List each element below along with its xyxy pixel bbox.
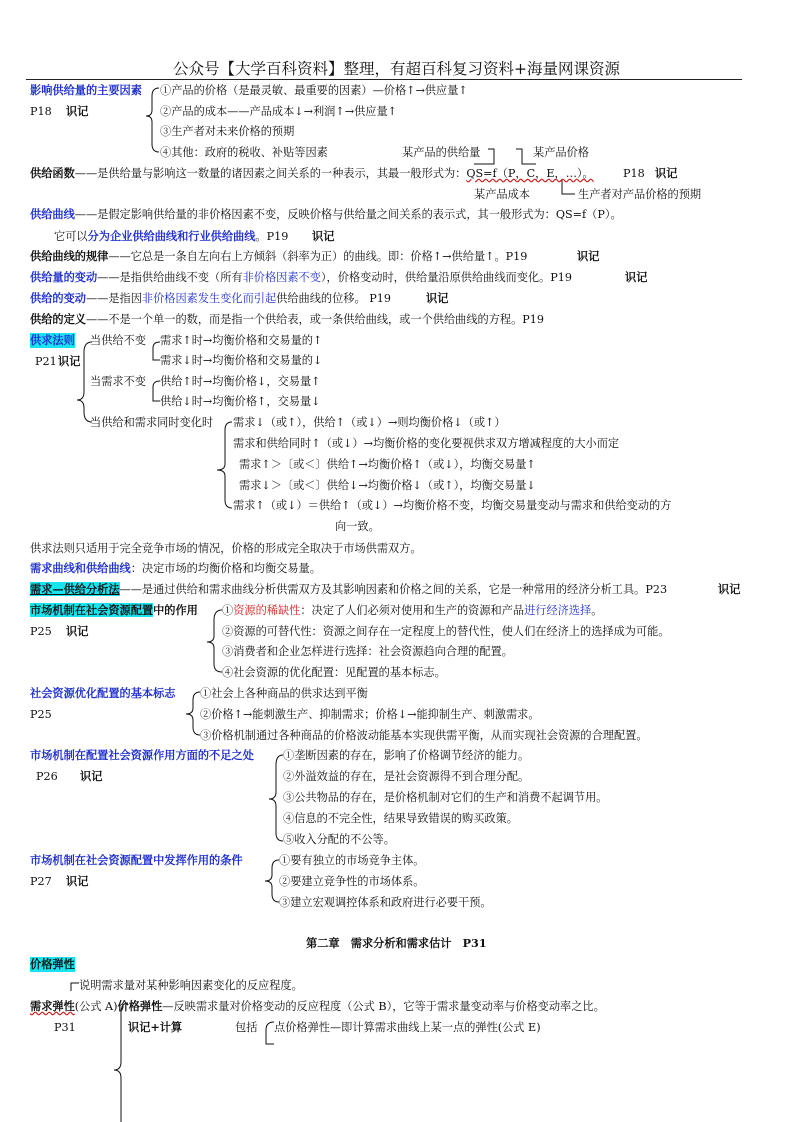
s1-item-4: ④其他：政府的税收、补贴等因素 — [160, 146, 328, 159]
s8-case-2b: 供给↓时→均衡价格↑，交易量↓ — [160, 395, 321, 408]
s12-item-2: ②价格↑→能刺激生产、抑制需求；价格↓→能抑制生产、刺激需求。 — [200, 708, 540, 721]
s1-item-2: ②产品的成本——产品成本↓→利润↑→供应量↑ — [160, 105, 398, 118]
s5-tc: ），价格变动时，供给量沿原供给曲线而变化。P19 — [320, 271, 573, 284]
s8-case-3a: 需求↓（或↑），供给↑（或↓）→则均衡价格↓（或↑） — [233, 416, 506, 429]
s13-item-5: ⑤收入分配的不公等。 — [283, 833, 395, 846]
s1-title: 影响供给量的主要因素 — [30, 83, 142, 97]
s11-item-2: ②资源的可替代性：资源之间存在一定程度上的替代性，使人们在经济上的选择成为可能。 — [222, 625, 670, 638]
s5-tag: 识记 — [625, 270, 648, 284]
s11-i1e: 。 — [591, 604, 603, 617]
s13-title: 市场机制在配置社会资源作用方面的不足之处 — [30, 748, 254, 762]
s15-price-elasticity-desc: —反映需求量对价格变动的反应程度（公式 B），它等于需求量变动率与价格变动率之比。 — [162, 1000, 605, 1013]
s15-demand-elasticity: 需求弹性 — [30, 999, 75, 1013]
s8-case-3f: 向一致。 — [335, 520, 380, 533]
s3-text: ——是假定影响供给量的非价格因素不变，反映价格与供给量之间关系的表示式，其一般形式为：QS=f（P）。 — [74, 208, 622, 221]
s11-ref: P25 — [30, 625, 52, 638]
s1-page-ref: P18 — [30, 105, 52, 118]
s14-item-2: ②要建立竞争性的市场体系。 — [279, 875, 425, 888]
chapter-2-title: 第二章 需求分析和需求估计 P31 — [306, 936, 487, 950]
s8-case-1: 当供给不变 — [90, 334, 146, 347]
s8-case-3e: 需求↑（或↓）＝供给↑（或↓）→均衡价格不变，均衡交易量变动与需求和供给变动的方 — [233, 499, 672, 512]
s15-price-elasticity: 价格弹性 — [117, 999, 163, 1013]
s1-tag: 识记 — [66, 104, 89, 118]
s9-line — [30, 561, 321, 576]
s5-title: 供给量的变动 — [30, 270, 98, 284]
s11-title: 市场机制在社会资源配置 — [30, 603, 154, 617]
s14-ref: P27 — [30, 875, 52, 888]
s15-title: 价格弹性 — [30, 957, 75, 971]
s6-tc: 供给曲线的位移。 P19 — [276, 292, 391, 305]
s8-tag: 识记 — [58, 354, 81, 368]
s13-item-4: ④信息的不完全性，结果导致错误的购买政策。 — [283, 812, 518, 825]
s3-l2a: 它可以 — [54, 230, 88, 243]
s4-title: 供给曲线的规律 — [30, 249, 109, 263]
s12-item-3: ③价格机制通过各种商品的价格波动能基本实现供需平衡，从而实现社会资源的合理配置。 — [200, 729, 648, 742]
s2-tag: 识记 — [655, 166, 678, 180]
s2-ref: P18 — [623, 167, 645, 180]
s15-includes: 包括 — [235, 1021, 258, 1034]
s5-line — [30, 270, 572, 285]
s4-tag: 识记 — [577, 249, 600, 263]
s6-line — [30, 291, 391, 306]
s1-item-1: ①产品的价格（是最灵敏、最重要的因素）—价格↑→供应量↑ — [160, 84, 468, 97]
s11-title-line — [30, 603, 198, 618]
s7-line — [30, 312, 544, 327]
s11-i1d: 进行经济选择 — [524, 604, 592, 617]
s8-ref: P21 — [35, 355, 57, 368]
s3-line — [30, 207, 622, 222]
s11-i1b: 资源的稀缺性 — [233, 604, 301, 617]
s2-diagram-expectation: 生产者对产品价格的预期 — [578, 188, 702, 201]
s11-item-3: ③消费者和企业怎样进行选择：社会资源趋向合理的配置。 — [222, 645, 513, 658]
s7-text: ——不是一个单一的数，而是指一个供给表，或一条供给曲线，或一个供给曲线的方程。P19 — [85, 313, 545, 326]
s8-case-3b: 需求和供给同时↑（或↓）→均衡价格的变化要视供求双方增减程度的大小而定 — [233, 437, 620, 450]
s11-title-2: 中的作用 — [153, 603, 198, 617]
s11-tag: 识记 — [66, 624, 89, 638]
s6-tb: 非价格因素发生变化而引起 — [141, 292, 277, 305]
s1-diagram-supply-qty: 某产品的供给量 — [402, 146, 481, 159]
s2-title: 供给函数 — [30, 166, 75, 180]
s11-item-4: ④社会资源的优化配置：见配置的基本标志。 — [222, 666, 446, 679]
s15-point-elasticity: 点价格弹性—即计算需求曲线上某一点的弹性(公式 E) — [274, 1021, 541, 1034]
s6-tag: 识记 — [426, 291, 449, 305]
s15-tag: 识记+计算 — [128, 1020, 183, 1034]
s8-case-3c: 需求↑＞〔或＜〕供给↑→均衡价格↑（或↓），均衡交易量↑ — [239, 458, 536, 471]
s3-tag: 识记 — [312, 229, 335, 243]
s3-line2 — [54, 229, 288, 244]
s5-tb: 非价格因素不变 — [242, 271, 321, 284]
s1-item-3: ③生产者对未来价格的预期 — [160, 125, 295, 138]
s13-tag: 识记 — [80, 769, 103, 783]
s15-formula-a: (公式 A) — [74, 1000, 118, 1013]
s2-diagram-cost: 某产品成本 — [474, 188, 530, 201]
s13-item-3: ③公共物品的存在，是价格机制对它们的生产和消费不起调节用。 — [283, 791, 608, 804]
s11-i1a: ① — [222, 604, 234, 617]
s14-title: 市场机制在社会资源配置中发挥作用的条件 — [30, 853, 243, 867]
s12-ref: P25 — [30, 708, 52, 721]
s7-title: 供给的定义 — [30, 312, 86, 326]
s3-title: 供给曲线 — [30, 207, 75, 221]
s10-text: ——是通过供给和需求曲线分析供需双方及其影响因素和价格之间的关系，它是一种常用的经济分析工具。P23 — [119, 583, 668, 596]
s8-note: 供求法则只适用于完全竞争市场的情况，价格的形成完全取决于市场供需双方。 — [30, 542, 422, 555]
s4-line — [30, 249, 527, 264]
s8-case-1a: 需求↑时→均衡价格和交易量的↑ — [160, 334, 323, 347]
s14-tag: 识记 — [66, 874, 89, 888]
s2-line — [30, 166, 594, 181]
s14-item-3: ③建立宏观调控体系和政府进行必要干预。 — [279, 896, 492, 909]
s1-diagram-price: 某产品价格 — [533, 146, 589, 159]
s8-case-2a: 供给↑时→均衡价格↓，交易量↑ — [160, 375, 321, 388]
s2-formula: QS=f（P，C，E，…）。 — [466, 167, 594, 180]
s3-l2b: 分为企业供给曲线和行业供给曲线 — [87, 229, 256, 243]
s5-ta: ——是指供给曲线不变（所有 — [97, 271, 243, 284]
s11-i1c: ：决定了人们必须对使用和生产的资源和产品 — [300, 604, 525, 617]
s9-title: 需求曲线和供给曲线 — [30, 561, 131, 575]
page-header: 公众号【大学百科资料】整理，有超百科复习资料+海量网课资源 — [173, 60, 620, 78]
s15-line — [30, 999, 605, 1014]
s2-text: ——是供给量与影响这一数量的诸因素之间关系的一种表示，其最一般形式为： — [74, 167, 467, 180]
s10-line — [30, 582, 667, 597]
s8-case-2: 当需求不变 — [90, 375, 146, 388]
s10-tag: 识记 — [718, 582, 741, 596]
s14-item-1: ①要有独立的市场竞争主体。 — [279, 854, 425, 867]
s6-ta: ——是指因 — [85, 292, 142, 305]
s8-title: 供求法则 — [30, 333, 75, 347]
s4-text: ——它总是一条自左向右上方倾斜（斜率为正）的曲线。即：价格↑→供给量↑。P19 — [108, 250, 528, 263]
s13-ref: P26 — [36, 770, 58, 783]
s10-title: 需求—供给分析法 — [30, 582, 120, 596]
s8-case-1b: 需求↓时→均衡价格和交易量的↓ — [160, 354, 323, 367]
s11-item-1 — [222, 603, 602, 618]
s12-item-1: ①社会上各种商品的供求达到平衡 — [200, 687, 368, 700]
s13-item-2: ②外溢效益的存在，是社会资源得不到合理分配。 — [283, 770, 530, 783]
s8-case-3d: 需求↓＞〔或＜〕供给↓→均衡价格↓（或↑），均衡交易量↓ — [239, 479, 536, 492]
s3-l2c: 。P19 — [255, 230, 289, 243]
s12-title: 社会资源优化配置的基本标志 — [30, 686, 176, 700]
s13-item-1: ①垄断因素的存在，影响了价格调节经济的能力。 — [283, 749, 530, 762]
s15-ref: P31 — [54, 1021, 76, 1034]
s8-case-3: 当供给和需求同时变化时 — [90, 416, 214, 429]
s6-title: 供给的变动 — [30, 291, 86, 305]
s9-text: ：决定市场的均衡价格和均衡交易量。 — [130, 562, 321, 575]
s15-desc: 说明需求量对某种影响因素变化的反应程度。 — [79, 979, 303, 992]
